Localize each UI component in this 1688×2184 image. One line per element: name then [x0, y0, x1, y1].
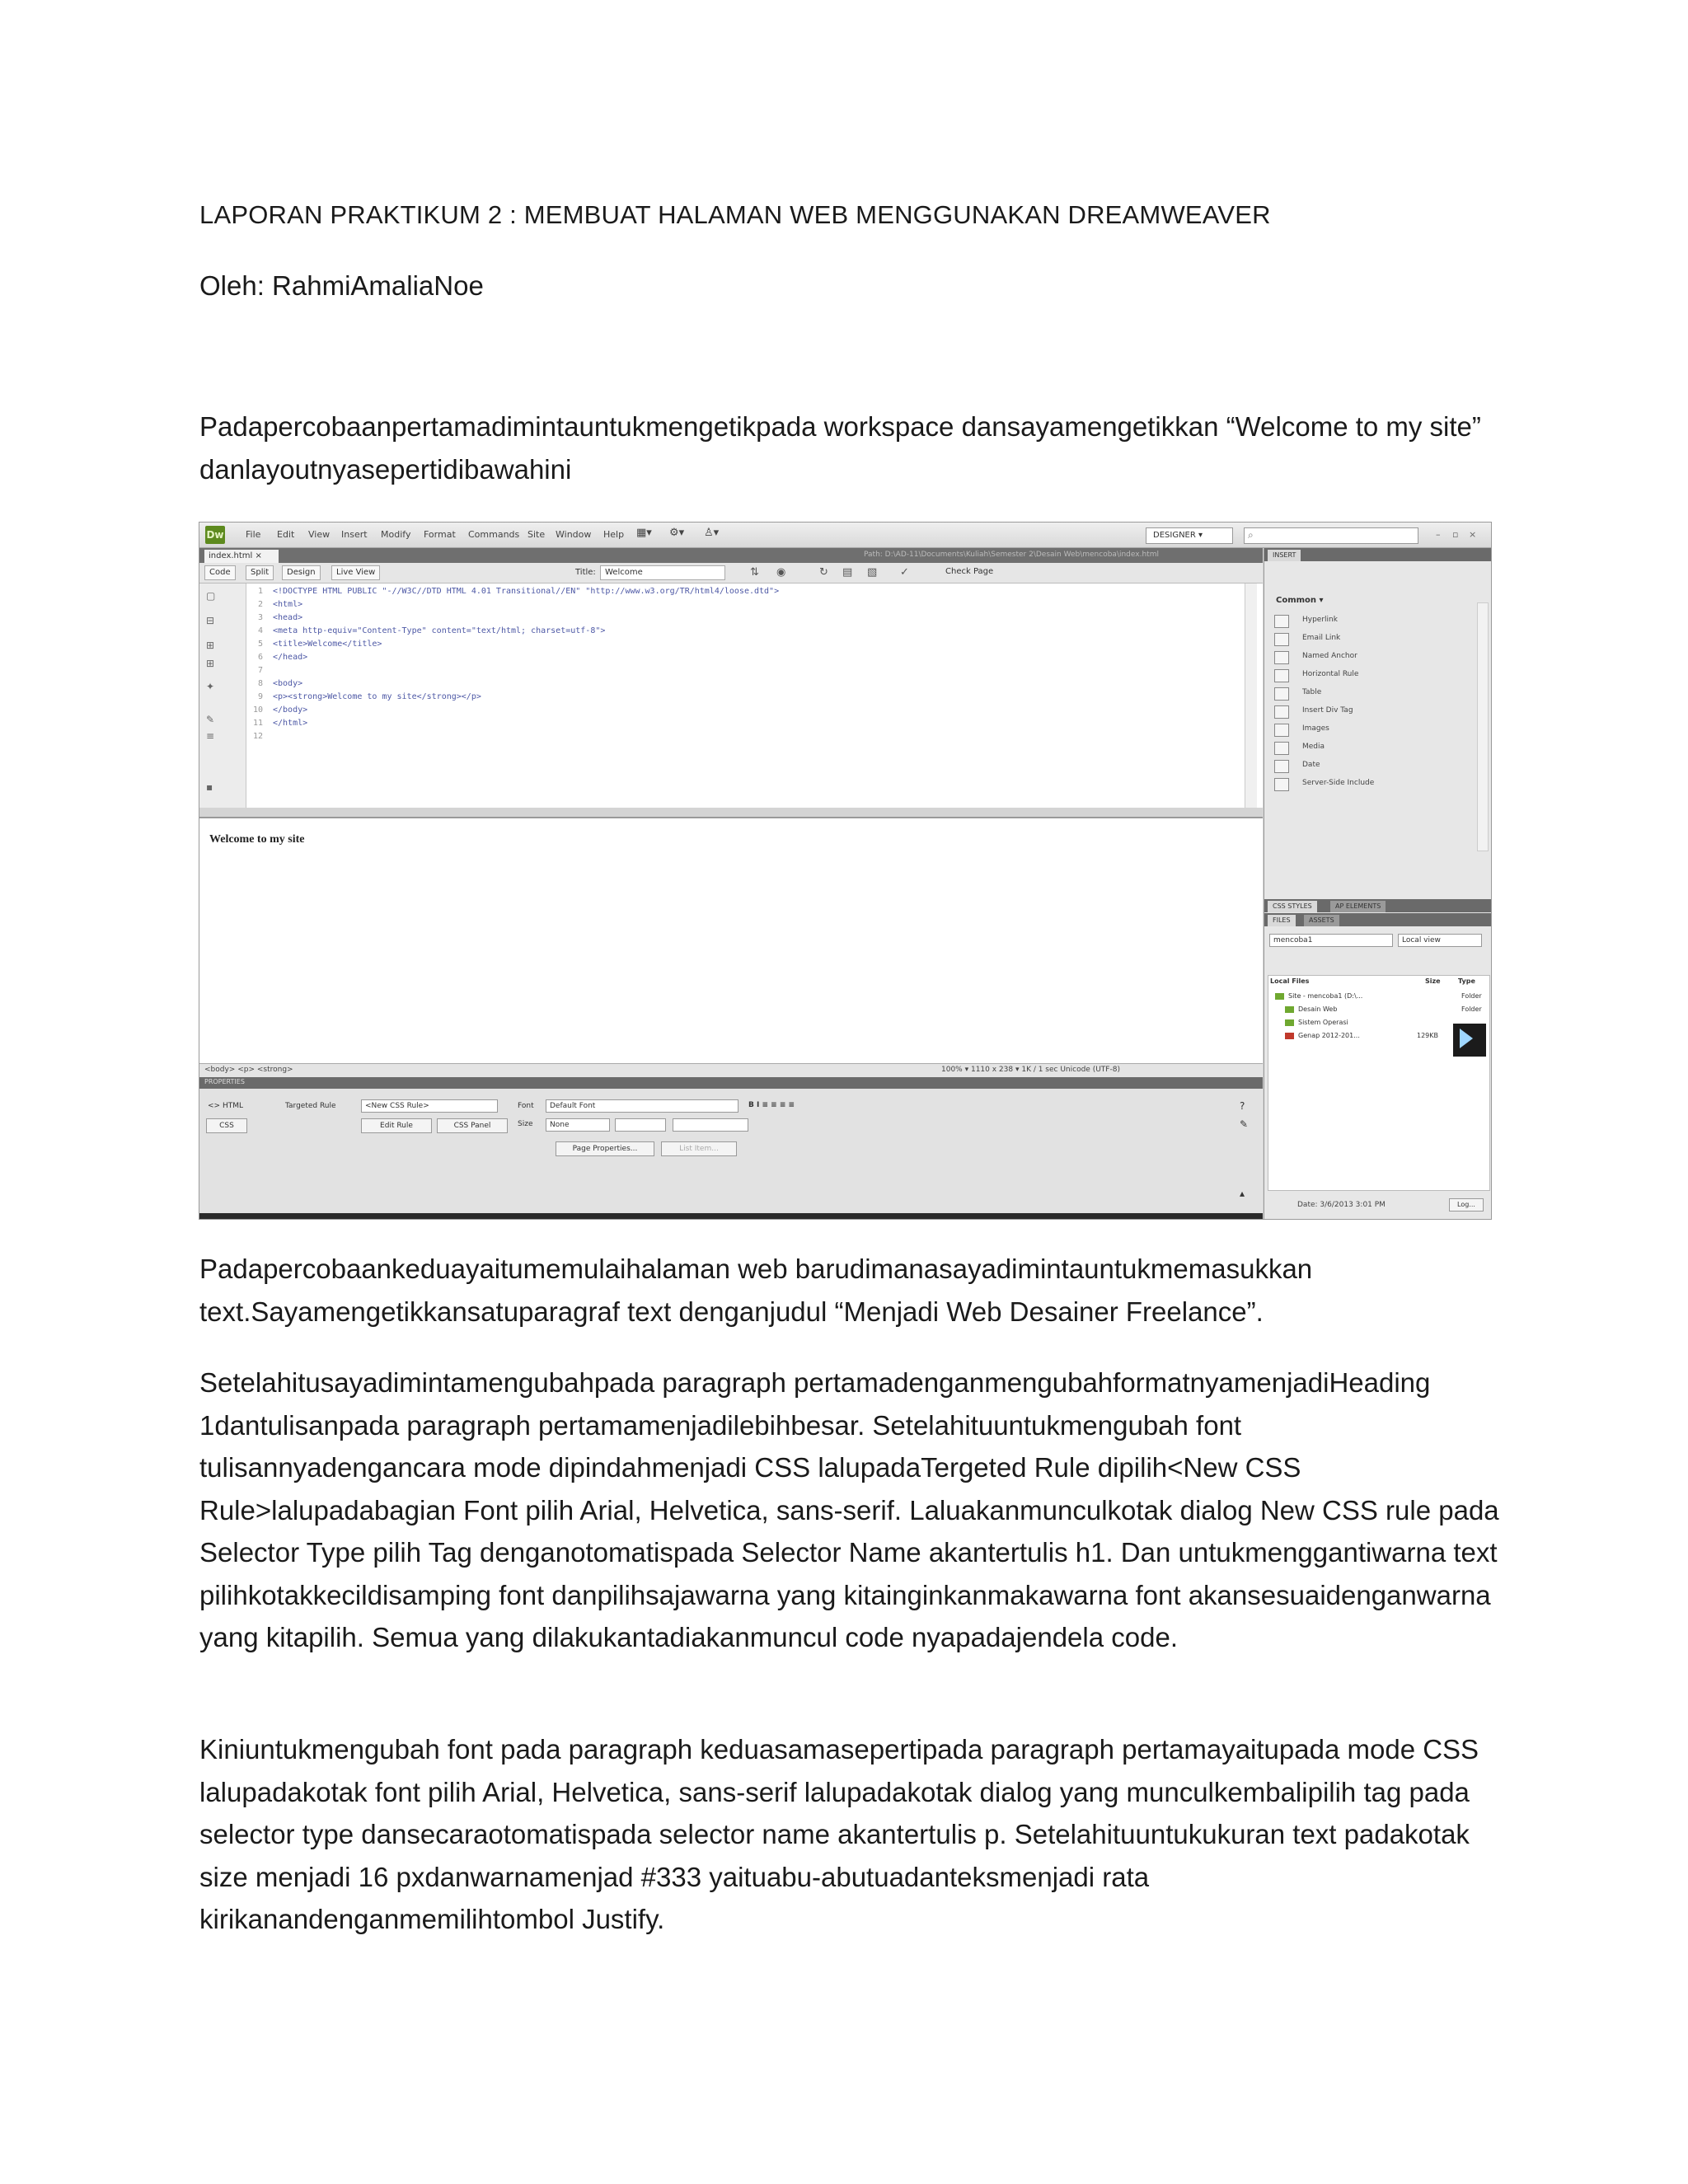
open-documents-icon[interactable]: ▢	[206, 590, 216, 602]
code-line: 2 <html>	[257, 600, 303, 609]
size-label: Size	[518, 1120, 533, 1128]
type-column-header: Type	[1458, 977, 1475, 985]
design-welcome-text: Welcome to my site	[209, 833, 305, 846]
tab-css-styles[interactable]: CSS STYLES	[1268, 901, 1317, 912]
date-icon	[1274, 760, 1289, 773]
code-scrollbar[interactable]	[1245, 583, 1257, 808]
tree-item[interactable]: Sistem Operasi	[1285, 1019, 1348, 1026]
insert-div-tag[interactable]: Insert Div Tag	[1274, 703, 1464, 721]
color-field[interactable]	[673, 1118, 748, 1132]
refresh-icon[interactable]: ↻	[819, 566, 828, 579]
preview-browser-icon[interactable]: ◉	[776, 566, 786, 579]
expand-all-icon[interactable]: ⊞	[206, 658, 215, 669]
folder-icon	[1285, 1019, 1294, 1026]
code-line: 10 </body>	[252, 705, 308, 715]
code-line: 8 <body>	[257, 679, 303, 688]
collapse-selection-icon[interactable]: ⊞	[206, 640, 215, 651]
menu-commands[interactable]: Commands	[468, 529, 520, 540]
paragraph-1: Padapercobaanpertamadimintauntukmengetikpada workspace dansayamengetikkan “Welcome to my site” danlayoutnyasepertidibawahini	[199, 411, 1481, 485]
right-panel-group	[1264, 548, 1492, 1219]
code-line: 4 <meta http-equiv="Content-Type" content="text/html; charset=utf-8">	[257, 626, 606, 635]
split-view-button[interactable]: Split	[246, 565, 274, 580]
menu-modify[interactable]: Modify	[381, 529, 411, 540]
css-panel-button[interactable]: CSS Panel	[437, 1118, 508, 1133]
email-icon	[1274, 633, 1289, 646]
server-include-icon	[1274, 778, 1289, 791]
validate-icon[interactable]: ✓	[900, 566, 909, 579]
format-source-icon[interactable]: ▪	[206, 781, 213, 793]
document-tab-bar	[199, 548, 1263, 563]
insert-panel-tabs	[1264, 548, 1492, 561]
windows-taskbar	[199, 1213, 1263, 1219]
user-icon[interactable]: ♙▾	[704, 527, 720, 539]
size-column-header: Size	[1425, 977, 1441, 985]
files-tree	[1268, 975, 1490, 1191]
workspace-switcher[interactable]: DESIGNER ▾	[1146, 527, 1233, 544]
page-title-input[interactable]: Welcome	[600, 565, 725, 580]
report-title: LAPORAN PRAKTIKUM 2 : MEMBUAT HALAMAN WEB MENGGUNAKAN DREAMWEAVER	[199, 200, 1271, 229]
tab-index-html[interactable]: index.html ×	[204, 550, 279, 563]
menu-window[interactable]: Window	[556, 529, 592, 540]
code-line: 5 <title>Welcome</title>	[257, 640, 382, 649]
hyperlink-icon	[1274, 615, 1289, 628]
insert-images[interactable]: Images	[1274, 721, 1464, 739]
properties-panel	[199, 1089, 1263, 1219]
code-line: 6 </head>	[257, 653, 308, 662]
design-view[interactable]	[199, 817, 1263, 1065]
log-button[interactable]: Log...	[1449, 1198, 1484, 1212]
insert-panel-scrollbar[interactable]	[1477, 602, 1489, 851]
collapse-properties-icon[interactable]: ▴	[1240, 1188, 1245, 1199]
code-line: 11 </html>	[252, 719, 308, 728]
select-parent-tag-icon[interactable]: ✦	[206, 681, 215, 692]
comment-icon[interactable]: ✎	[206, 714, 215, 725]
font-label: Font	[518, 1102, 534, 1110]
paragraph-2: Padapercobaankeduayaitumemulaihalaman web barudimanasayadimintauntukmemasukkan text.Sayamengetikkansatuparagraf text denganjudul “Menjadi Web Desainer Freelance”.	[199, 1254, 1313, 1327]
paragraph-3: Setelahitusayadimintamengubahpada paragraph pertamadenganmengubahformatnyamenjadiHeading 1dantulisanpada paragraph pertamamenjadilebihbesar. Setelahituuntukmengubah font tulisannyadengancara mode dipindahmenjadi CSS lalupadaTergeted Rule dipilih<New CSS Rule>lalupadabagian Font pilih Arial, Helvetica, sans-serif. Laluakanmunculkotak dialog New CSS rule pada Selector Type pilih Tag denganotomatispada Selector Name akantertulis h1. Dan untukmenggantiwarna text pilihkotakkecildisamping font danpilihsajawarna yang kitainginkanmakawarna font akansesuaidenganwarna yang kitapilih. Semua yang dilakukantadiakanmuncul code nyapadajendela code.	[199, 1367, 1499, 1652]
css-panel-tabs	[1264, 899, 1492, 912]
anchor-icon	[1274, 651, 1289, 664]
view-options-icon[interactable]: ▤	[842, 566, 853, 579]
targeted-rule-select[interactable]: <New CSS Rule>	[361, 1099, 498, 1113]
file-date: Date: 3/6/2013 3:01 PM	[1297, 1201, 1386, 1209]
dw-menubar	[199, 523, 1491, 548]
properties-header: PROPERTIES	[199, 1077, 1263, 1089]
tag-selector[interactable]: <body> <p> <strong>	[204, 1066, 293, 1074]
design-view-button[interactable]: Design	[282, 565, 321, 580]
horizontal-rule-icon	[1274, 669, 1289, 682]
edit-rule-button[interactable]: Edit Rule	[361, 1118, 432, 1133]
tree-item-type: Folder	[1461, 992, 1482, 1000]
tree-item[interactable]: Genap 2012-201...	[1285, 1032, 1360, 1039]
layout-icon[interactable]: ▦▾	[636, 527, 652, 539]
collapse-tag-icon[interactable]: ⊟	[206, 615, 215, 626]
code-gutter-toolbar	[199, 583, 246, 808]
maximize-icon[interactable]: ▫	[1452, 529, 1459, 540]
code-line: 12	[252, 732, 263, 741]
insert-named-anchor[interactable]: Named Anchor	[1274, 649, 1464, 667]
tree-item-type: Folder	[1461, 1005, 1482, 1013]
tab-files[interactable]: FILES	[1268, 915, 1296, 926]
code-line: 1 <!DOCTYPE HTML PUBLIC "-//W3C//DTD HTML 4.01 Transitional//EN" "http://www.w3.org/TR/html4/loose.dtd">	[257, 587, 780, 596]
page-properties-button[interactable]: Page Properties...	[556, 1141, 654, 1156]
code-view-button[interactable]: Code	[204, 565, 236, 580]
targeted-rule-label: Targeted Rule	[285, 1102, 336, 1110]
folder-icon	[1285, 1006, 1294, 1013]
menu-site[interactable]: Site	[528, 529, 546, 540]
report-author: Oleh: RahmiAmaliaNoe	[199, 270, 484, 301]
div-tag-icon	[1274, 705, 1289, 719]
files-panel-tabs	[1264, 913, 1492, 926]
menu-format[interactable]: Format	[424, 529, 456, 540]
insert-category-select[interactable]: Common ▾	[1276, 596, 1324, 605]
view-select[interactable]: Local view	[1398, 934, 1482, 947]
dreamweaver-logo: Dw	[205, 526, 225, 544]
list-item-button[interactable]: List Item...	[661, 1141, 737, 1156]
insert-hyperlink[interactable]: Hyperlink	[1274, 612, 1464, 630]
media-icon	[1274, 742, 1289, 755]
menu-file[interactable]: File	[246, 529, 261, 540]
code-line: 7	[257, 666, 263, 675]
table-icon	[1274, 687, 1289, 701]
gear-icon[interactable]: ⚙▾	[669, 527, 685, 539]
insert-server-side-include[interactable]: Server-Side Include	[1274, 776, 1464, 794]
menu-edit[interactable]: Edit	[277, 529, 295, 540]
minimize-icon[interactable]: –	[1436, 529, 1441, 540]
check-page-button[interactable]: Check Page	[945, 567, 994, 576]
paragraph-4: Kiniuntukmengubah font pada paragraph keduasamasepertipada paragraph pertamayaitupada mode CSS lalupadakotak font pilih Arial, Helvetica, sans-serif lalupadakotak dialog yang munculkembalipilih tag pada selector type dansecaraotomatispada selector name akantertulis p. Setelahituuntukukuran text padakotak size menjadi 16 pxdanwarnamenjad #333 yaituabu-abutuadanteksmenjadi rata kirikanandenganmemilihtombol Justify.	[199, 1734, 1479, 1934]
folder-icon	[1275, 993, 1284, 1000]
size-select[interactable]: None	[546, 1118, 610, 1132]
indent-icon[interactable]: ≡	[206, 730, 215, 742]
status-info: 100% ▾ 1110 x 238 ▾ 1K / 1 sec Unicode (UTF-8)	[941, 1066, 1120, 1074]
insert-media[interactable]: Media	[1274, 739, 1464, 757]
bold-italic-align-icons[interactable]: B I ≡ ≡ ≡ ≡	[748, 1101, 795, 1109]
search-icon: ⌕	[1248, 529, 1254, 541]
code-editor[interactable]	[246, 583, 1263, 808]
file-management-icon[interactable]: ⇅	[750, 566, 759, 579]
live-view-button[interactable]: Live View	[331, 565, 380, 580]
local-files-header: Local Files	[1270, 977, 1310, 985]
visual-aids-icon[interactable]: ▧	[867, 566, 878, 579]
play-cursor-icon	[1453, 1024, 1486, 1057]
menu-view[interactable]: View	[308, 529, 331, 540]
tag-selector-bar	[199, 1063, 1263, 1077]
insert-table[interactable]: Table	[1274, 685, 1464, 703]
tab-ap-elements[interactable]: AP ELEMENTS	[1330, 901, 1386, 912]
tree-item[interactable]: Desain Web	[1285, 1005, 1337, 1013]
pdf-file-icon	[1285, 1033, 1294, 1039]
font-select[interactable]: Default Font	[546, 1099, 738, 1113]
code-line: 9 <p><strong>Welcome to my site</strong></p>	[257, 692, 481, 701]
help-icon[interactable]: ?	[1240, 1100, 1245, 1112]
menu-help[interactable]: Help	[603, 529, 625, 540]
dreamweaver-screenshot	[199, 522, 1492, 1220]
tab-insert[interactable]: INSERT	[1268, 550, 1301, 561]
tree-item-size: 129KB	[1417, 1032, 1439, 1039]
title-label: Title:	[575, 568, 596, 577]
tree-item[interactable]: Site - mencoba1 (D:\...	[1275, 992, 1362, 1000]
size-unit-select[interactable]	[615, 1118, 666, 1132]
css-mode-button[interactable]: CSS	[206, 1118, 247, 1133]
tab-assets[interactable]: ASSETS	[1304, 915, 1339, 926]
close-icon[interactable]: ×	[1469, 529, 1477, 540]
quick-tag-editor-icon[interactable]: ✎	[1240, 1118, 1249, 1130]
help-search-input[interactable]	[1244, 527, 1418, 544]
insert-email-link[interactable]: Email Link	[1274, 630, 1464, 649]
image-icon	[1274, 724, 1289, 737]
insert-horizontal-rule[interactable]: Horizontal Rule	[1274, 667, 1464, 685]
site-select[interactable]: mencoba1	[1269, 934, 1393, 947]
html-mode-button[interactable]: <> HTML	[208, 1102, 243, 1110]
menu-insert[interactable]: Insert	[341, 529, 368, 540]
file-path: Path: D:\AD-11\Documents\Kuliah\Semester 2\Desain Web\mencoba\index.html	[864, 551, 1159, 559]
code-line: 3 <head>	[257, 613, 303, 622]
insert-date[interactable]: Date	[1274, 757, 1464, 776]
document-toolbar	[199, 563, 1263, 583]
